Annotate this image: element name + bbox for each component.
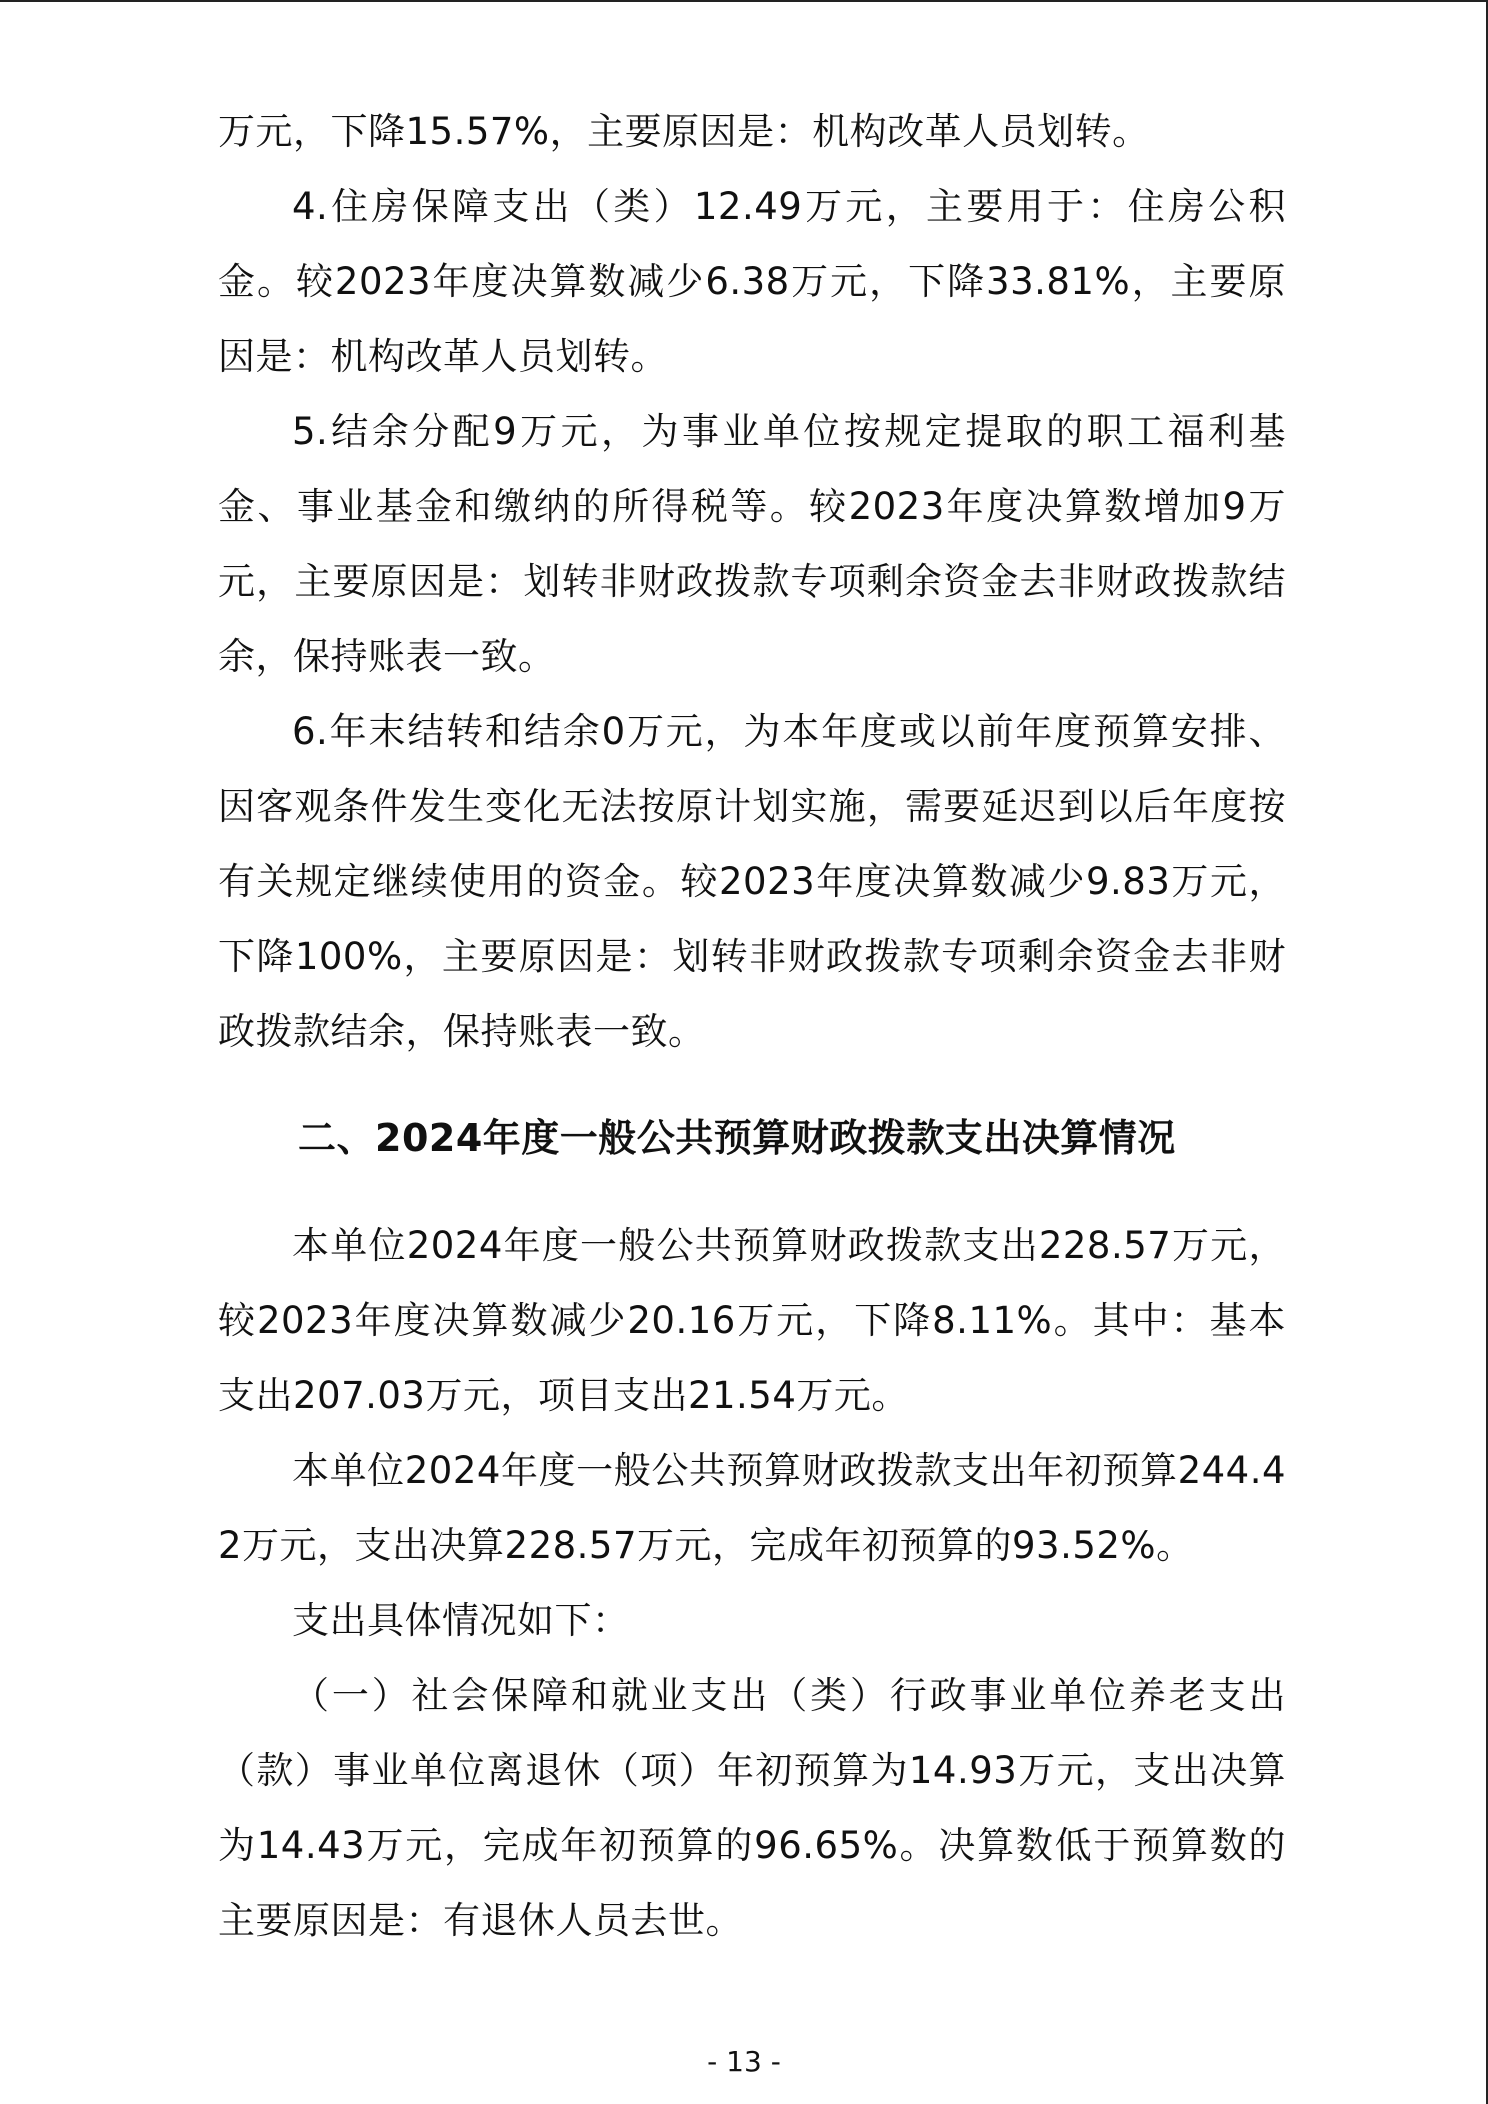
- paragraph-social-security-item: （一）社会保障和就业支出（类）行政事业单位养老支出（款）事业单位离退休（项）年初预算为14.93万元，支出决算为14.43万元，完成年初预算的96.65%。决算数低于预算数的主要原因是：有退休人员去世。: [218, 1674, 1286, 1942]
- paragraph-budget-completion: 本单位2024年度一般公共预算财政拨款支出年初预算244.42万元，支出决算228.57万元，完成年初预算的93.52%。: [218, 1449, 1286, 1567]
- document-body: [218, 94, 1286, 1958]
- top-border-line: [0, 0, 1488, 2]
- page-number: - 13 -: [707, 2045, 781, 2078]
- paragraph-expenditure-summary: 本单位2024年度一般公共预算财政拨款支出228.57万元，较2023年度决算数减少20.16万元，下降8.11%。其中：基本支出207.03万元，项目支出21.54万元。: [218, 1224, 1286, 1417]
- paragraph-housing-expenditure: 4.住房保障支出（类）12.49万元，主要用于：住房公积金。较2023年度决算数减少6.38万元，下降33.81%，主要原因是：机构改革人员划转。: [218, 185, 1286, 378]
- paragraph-year-end-balance: 6.年末结转和结余0万元，为本年度或以前年度预算安排、因客观条件发生变化无法按原计划实施，需要延迟到以后年度按有关规定继续使用的资金。较2023年度决算数减少9.83万元，下降100%，主要原因是：划转非财政拨款专项剩余资金去非财政拨款结余，保持账表一致。: [218, 710, 1286, 1053]
- paragraph-surplus-distribution: 5.结余分配9万元，为事业单位按规定提取的职工福利基金、事业基金和缴纳的所得税等。较2023年度决算数增加9万元，主要原因是：划转非财政拨款专项剩余资金去非财政拨款结余，保持账表一致。: [218, 410, 1286, 678]
- section-heading: 二、2024年度一般公共预算财政拨款支出决算情况: [298, 1116, 1176, 1160]
- paragraph-continuation: 万元，下降15.57%，主要原因是：机构改革人员划转。: [218, 110, 1150, 153]
- paragraph-details-intro: 支出具体情况如下：: [292, 1599, 630, 1642]
